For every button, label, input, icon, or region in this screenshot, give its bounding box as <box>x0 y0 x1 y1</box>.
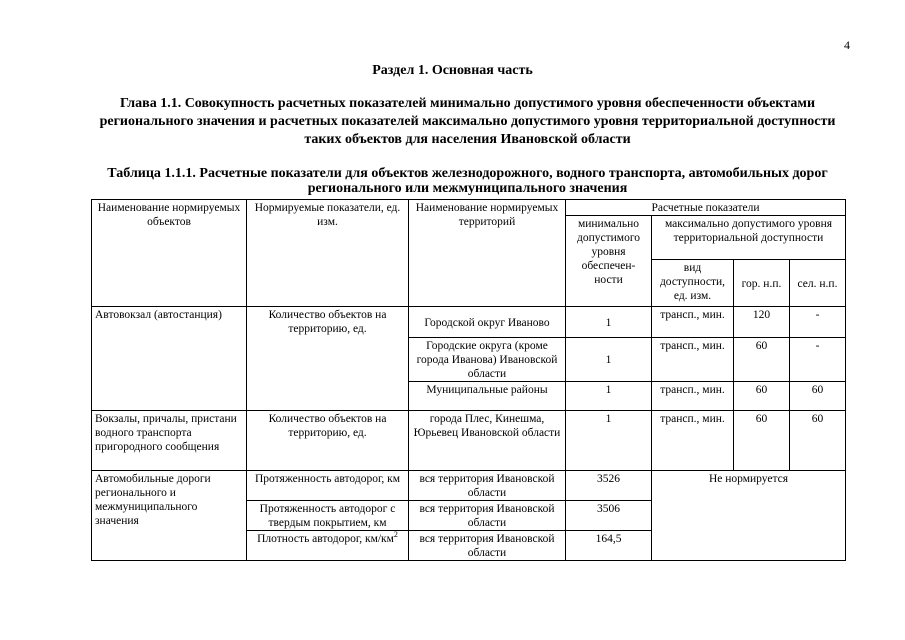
header-min-level: минимально допустимого уровня обеспечен-ности <box>566 216 652 307</box>
chapter-title: Глава 1.1. Совокупность расчетных показателей минимально допустимого уровня обеспеченности объектами регионального значения и расчетных показателей максимально допустимого уровня территориальной доступности таких объектов для населения Ивановской области <box>99 96 836 147</box>
urban-cell: 120 <box>734 307 790 338</box>
header-access-type: вид доступности, ед. изм. <box>652 260 734 307</box>
table-row <box>92 471 846 501</box>
header-territories: Наименование нормируемых территорий <box>409 200 566 307</box>
density-label: Плотность автодорог, км/км <box>257 533 394 545</box>
territory-cell: Городской округ Иваново <box>409 307 566 338</box>
object-roads: Автомобильные дороги регионального и межмуниципального значения <box>92 471 247 561</box>
territory-cell: вся территория Ивановской области <box>409 531 566 561</box>
min-value-cell: 1 <box>566 382 652 411</box>
header-objects: Наименование нормируемых объектов <box>92 200 247 307</box>
territory-cell: вся территория Ивановской области <box>409 501 566 531</box>
not-normed-cell: Не нормируется <box>652 471 846 561</box>
indicator-cell: Протяженность автодорог, км <box>247 471 409 501</box>
urban-cell: 60 <box>734 382 790 411</box>
min-value-cell: 3506 <box>566 501 652 531</box>
urban-cell: 60 <box>734 411 790 471</box>
access-cell: трансп., мин. <box>652 382 734 411</box>
access-cell: трансп., мин. <box>652 307 734 338</box>
access-cell: трансп., мин. <box>652 411 734 471</box>
min-value-cell: 1 <box>566 307 652 338</box>
rural-cell: - <box>790 307 846 338</box>
rural-cell: 60 <box>790 382 846 411</box>
density-sup: 2 <box>393 530 398 540</box>
header-indicators: Нормируемые показатели, ед. изм. <box>247 200 409 307</box>
territory-cell: Городские округа (кроме города Иванова) Ивановской области <box>409 338 566 382</box>
indicator-stations: Количество объектов на территорию, ед. <box>247 411 409 471</box>
territory-cell: вся территория Ивановской области <box>409 471 566 501</box>
territory-cell: города Плес, Кинешма, Юрьевец Ивановской области <box>409 411 566 471</box>
object-stations: Вокзалы, причалы, пристани водного транспорта пригородного сообщения <box>92 411 247 471</box>
territory-cell: Муниципальные районы <box>409 382 566 411</box>
section-title: Раздел 1. Основная часть <box>372 63 533 78</box>
indicator-bus-station: Количество объектов на территорию, ед. <box>247 307 409 411</box>
object-bus-station: Автовокзал (автостанция) <box>92 307 247 411</box>
rural-cell: - <box>790 338 846 382</box>
header-urban: гор. н.п. <box>734 260 790 307</box>
header-row-1 <box>92 200 846 216</box>
min-value-cell: 164,5 <box>566 531 652 561</box>
min-value-cell: 3526 <box>566 471 652 501</box>
header-rural: сел. н.п. <box>790 260 846 307</box>
indicator-cell <box>247 531 409 561</box>
min-value-cell: 1 <box>566 411 652 471</box>
urban-cell: 60 <box>734 338 790 382</box>
rural-cell: 60 <box>790 411 846 471</box>
indicators-table <box>91 199 846 561</box>
access-cell: трансп., мин. <box>652 338 734 382</box>
table-row <box>92 411 846 471</box>
table-title: Таблица 1.1.1. Расчетные показатели для объектов железнодорожного, водного транспорта, автомобильных дорог регионального или межмуниципального значения <box>107 166 828 196</box>
min-value-cell: 1 <box>566 338 652 382</box>
header-calc: Расчетные показатели <box>566 200 846 216</box>
table-row <box>92 307 846 338</box>
page-number: 4 <box>844 38 850 52</box>
header-max-level: максимально допустимого уровня территориальной доступности <box>652 216 846 260</box>
indicator-cell: Протяженность автодорог с твердым покрытием, км <box>247 501 409 531</box>
